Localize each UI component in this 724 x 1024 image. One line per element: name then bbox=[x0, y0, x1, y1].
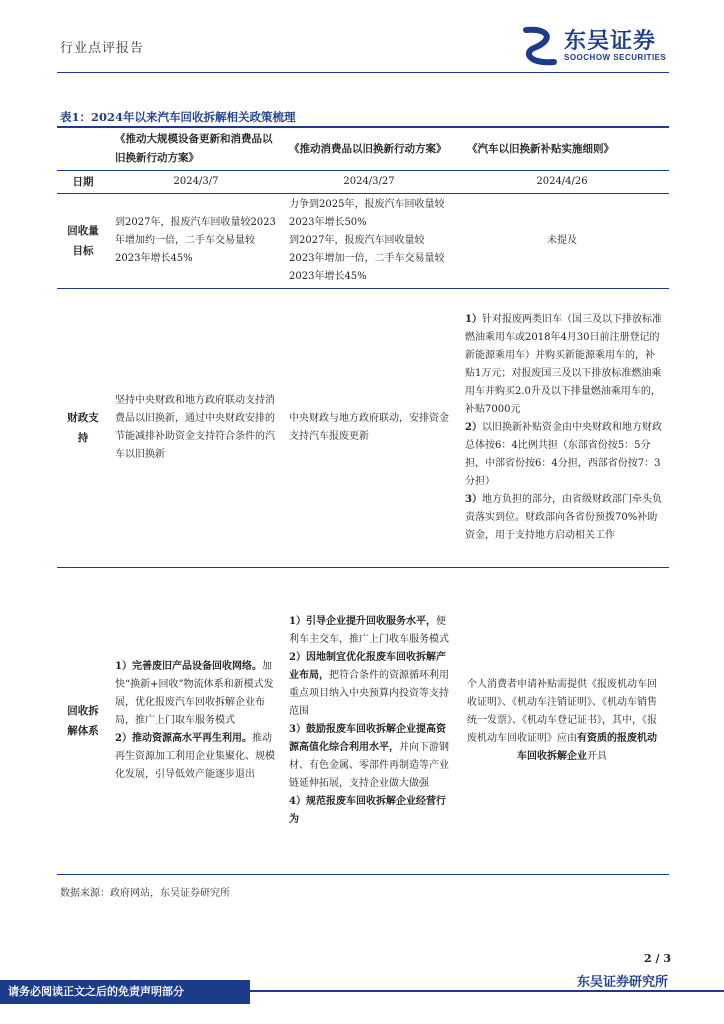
dismantling-item: 2）推动资源高水平再生利用。推动再生资源加工利用企业集聚化、规模化发展，引导低效产能逐步退出 bbox=[115, 733, 275, 780]
header-corner bbox=[57, 128, 109, 171]
target-cell: 到2027年，报废汽车回收量较2023年增加约一倍，二手车交易量较2023年增长45% bbox=[109, 194, 283, 289]
dismantling-item: 3）鼓励报废车回收拆解企业提高资源高值化综合利用水平，并向下游钢材、有色金属、零部件再制造等产业链延伸拓展，支持企业做大做强 bbox=[289, 724, 449, 789]
dismantling-cell: 个人消费者申请补贴需提供《报废机动车回收证明》、《机动车注销证明》、《机动车销售统一发票》、《机动车登记证书》，其中，《报废机动车回收证明》应由有资质的报废机动车回收拆解企业开具 bbox=[455, 568, 669, 875]
column-header: 《汽车以旧换新补贴实施细则》 bbox=[467, 142, 614, 155]
dismantling-cell bbox=[283, 568, 455, 875]
table-row-dismantling bbox=[57, 568, 669, 875]
dismantling-item: 4）规范报废车回收拆解企业经营行为 bbox=[289, 796, 446, 825]
column-header: 《推动消费品以旧换新行动方案》 bbox=[289, 142, 447, 155]
table-row-fund bbox=[57, 289, 669, 568]
header-divider bbox=[57, 72, 669, 73]
footer-org-name: 东吴证券研究所 bbox=[576, 975, 668, 990]
column-header: 《推动大规模设备更新和消费品以旧换新行动方案》 bbox=[115, 133, 273, 164]
disclaimer-banner: 请务必阅读正文之后的免责声明部分 bbox=[0, 980, 250, 1004]
dismantling-cell bbox=[109, 568, 283, 875]
company-logo bbox=[520, 24, 675, 68]
fund-item: 1）针对报废两类旧车（国三及以下排放标准燃油乘用车或2018年4月30日前注册登记的新能源乘用车）并购买新能源乘用车的，补贴1万元；对报废国三及以下排放标准燃油乘用车并购买2.0升及以下排量燃油乘用车的，补贴7000元 bbox=[465, 314, 662, 415]
logo-text-cn: 东吴证券 bbox=[564, 29, 657, 54]
row-label-target: 回收量目标 bbox=[57, 194, 109, 289]
table-row-target bbox=[57, 194, 669, 289]
row-label-date: 日期 bbox=[57, 171, 109, 194]
row-label-dismantling: 回收拆解体系 bbox=[57, 568, 109, 875]
dismantling-item: 2）因地制宜优化报废车回收拆解产业布局，把符合条件的资源循环利用重点项目纳入中央预算内投资等支持范围 bbox=[289, 652, 449, 717]
data-source-note: 数据来源：政府网站，东吴证券研究所 bbox=[60, 888, 230, 899]
dismantling-item: 1）完善废旧产品设备回收网络。加快“换新+回收”物流体系和新模式发展，优化报废汽车回收拆解企业布局，推广上门取车服务模式 bbox=[115, 661, 274, 726]
fund-cell: 中央财政与地方政府联动，安排资金支持汽车报废更新 bbox=[283, 289, 455, 568]
fund-cell bbox=[455, 289, 669, 568]
target-cell: 未提及 bbox=[455, 194, 669, 289]
policy-table bbox=[57, 128, 669, 875]
table-caption: 表1：2024年以来汽车回收拆解相关政策梳理 bbox=[60, 110, 296, 124]
fund-cell: 坚持中央财政和地方政府联动支持消费品以旧换新，通过中央财政安排的节能减排补助资金支持符合条件的汽车以旧换新 bbox=[109, 289, 283, 568]
date-cell: 2024/3/7 bbox=[109, 171, 283, 194]
date-cell: 2024/4/26 bbox=[455, 171, 669, 194]
report-type: 行业点评报告 bbox=[60, 41, 145, 56]
dismantling-item: 1）引导企业提升回收服务水平，便利车主交车，推广上门收车服务模式 bbox=[289, 616, 449, 645]
page-number: 2 / 3 bbox=[644, 952, 671, 965]
fund-item: 3）地方负担的部分，由省级财政部门牵头负责落实到位。财政部向各省份预拨70%补助资金，用于支持地方启动相关工作 bbox=[465, 494, 662, 541]
table-row-date bbox=[57, 171, 669, 194]
logo-text-en: SOOCHOW SECURITIES bbox=[564, 53, 667, 62]
fund-item: 2）以旧换新补贴资金由中央财政和地方财政总体按6：4比例共担（东部省份按5：5分担，中部省份按6：4分担，西部省份按7：3分担） bbox=[465, 422, 662, 487]
date-cell: 2024/3/27 bbox=[283, 171, 455, 194]
table-header-row bbox=[57, 128, 669, 171]
target-cell: 力争到2025年，报废汽车回收量较2023年增长50% 到2027年，报废汽车回收量较2023年增加一倍，二手车交易量较2023年增长45% bbox=[283, 194, 455, 289]
row-label-fund: 财政支持 bbox=[57, 289, 109, 568]
logo-mark-icon bbox=[520, 26, 560, 66]
